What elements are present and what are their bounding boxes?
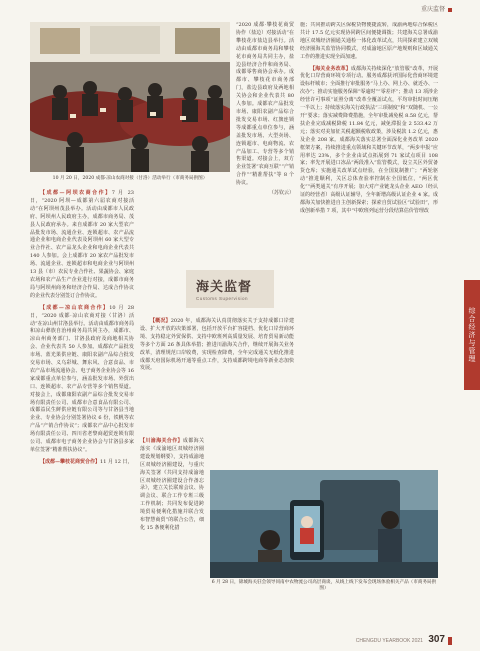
paragraph — [300, 66, 438, 216]
entry-text: 2020 年，成都海关认真贯彻落实关于支持成都口岸建设、扩大开放的决策部署，包括开放平台扩容提档、优化口岸营商环境、支持稳定外贸保供、支持中欧班列高质量发展、培育贸易新动能等多个方面 26 条具体举措；推进川渝海关合作，继续开展海关业务改革，清理规范口岸收费，实现检查降费，全年完成通关无纸化推进成都天府国际机场开通等重点工作，支持成都跨境电商等新业态加快发展。 — [140, 318, 294, 372]
photo-caption-1: 10 月 20 日，2020 成都·凉山农商对接（甘洛）活动举行（市商务局供图） — [52, 176, 208, 181]
photo-meeting — [30, 22, 230, 172]
column-right — [300, 22, 438, 462]
banner-title: 海关监督 — [196, 280, 253, 295]
paragraph — [30, 459, 134, 467]
paragraph — [30, 305, 134, 455]
column-left — [30, 190, 134, 467]
paragraph — [300, 22, 438, 62]
page-number: 307 — [428, 634, 445, 645]
entry-text: 成都海关落实《成渝地区双城经济圈建设规划纲要》，支持成渝地区双城经济圈建设，与重庆海关签署《共同支持成渝地区双城经济圈建设合作备忘录》，建立关长联席会议、协调会议、联合工作专班三级工作机制；共同发布促进跨境贸易便利化措施并联合发布智慧商贸”的联合公告，细化 15 条便利化措 — [140, 438, 204, 531]
paragraph — [140, 438, 204, 533]
column-mid-top — [236, 22, 294, 188]
photo-livestream — [210, 470, 438, 578]
entry-tag: 【成都—凉山农商合作】 — [40, 304, 110, 311]
footer-marker — [448, 637, 452, 645]
entry-text: 施；共同推动跨关区保税货物便捷流转，成渝两地综合保税区共计 17.5 亿元实现协同跨区间便捷调拨；共建海关总署成渝地区双城经济圈通关通检一体化改革试点，共同探索建立双城经济圈海关监管协同模式，对成渝地区原产地规则和区域通关工作的推进实现全面加速。 — [300, 22, 438, 60]
photo-caption-2: 6 月 28 日，锦城海关驻会领导同南中农物流公司高层商谈，从线上线下发布会现场体验相关产品（市商务局供图） — [211, 580, 437, 592]
banner-subtitle: Customs Supervision — [196, 296, 249, 301]
section-side-tab: 综合经济与管理 — [464, 280, 480, 390]
column-mid-continuation — [140, 190, 294, 198]
meeting-photo-image — [30, 22, 230, 172]
entry-text: 11 月 12 日， — [100, 458, 133, 465]
entry-text: 10 月 28 日，“2020 成都·凉山农商对接（甘洛）活动”在凉山州甘洛县举行。活动由成都市商务局和凉山彝族自治州商务局共同主办，成都市、凉山州商务部门、甘洛县政府及商地相关协会、企业代表共 50 人参加。成都农产品批发市场、蓝光果供应链、康阳农副产品综合批发交易市场、义乌彩城、舞东风、合意食品、市农产品市场流通协会、电子商务企业协会等 16 家成都重点单位参与，涵盖批发市场、外贸出口、连锁超市、农产品专营等多个销售渠道。对接会上，成都康阳农副产品综合批发交易市场有限责任公司、成都市合意食品有限公司、成都益民生鲜供应链有限公司等与甘洛县当地企业、专业协会分别签署协议 6 份，铁帆等农产品“产销合作协议”；成都农产品中心批发市场有限责任公司、四川省老黎商超贸连锁有限公司、成都市电子商务企业协会与甘洛县多家单位签署“精准帮扶协议”。 — [30, 304, 134, 453]
paragraph — [30, 190, 134, 301]
paragraph — [140, 318, 294, 373]
entry-tag: 【川渝海关合作】 — [140, 438, 183, 444]
entry-text: “2020 成都·攀枝花商贸协作（盐边）对接活动”在攀枝花市盐边县举行。活动由成都市商务局和攀枝花市商务局共同主办，盐边县经济合作和商务局、成都零售商协会承办。成都市、攀枝花市商务部门，盐边县政府及两地相关协会和企业代表共 80 人参加。成都农产品批发市场、康阳农副产品综合批发交易市场、红旗连锁等成都重点单位参与，涵盖批发市场、大型卖场、连锁超市、电商物流、农产品加工、专营等多个销售渠道。对接会上，双方企业签署“农商互联”“产销合作”“精准帮扶”等 8 个协议。 — [236, 22, 294, 187]
entry-text: 7 月 23 日，“2020 阿坝—成都第六届农商对接活动”在阿坝州茂县举办。活动由成都市人民政府、阿坝州人民政府主办，成都市商务局、茂县人民政府承办。来自成都市 20 家大型农产品批发市场、流通企业、连锁超市、农产品流通企业和电商企业代表及阿坝州 60 家大型专业合作社、农产品龙头企业和电商企业代表共 140 人参加。会上成都市 20 家农产品批发市场、流通企业、连锁超市和电商企业与阿坝州 13 县（市）农民专业合作社、果蔬协会、家庭农场和农产品生产企业进行对接，成都市商务局与阿坝州商务和经济合作局、达成合作协议的企业代表分别签订合作协议。 — [30, 190, 134, 299]
entry-tag: 【成都—攀枝花商贸合作】 — [40, 458, 101, 465]
page-footer — [356, 634, 452, 645]
paragraph — [236, 22, 294, 188]
column-mid-bottom-2 — [140, 438, 204, 533]
footer-book: CHENGDU YEARBOOK — [355, 638, 411, 644]
header-marker — [448, 8, 452, 12]
footer-year: 2021 — [411, 638, 423, 644]
running-header-label: 重庆监督 — [420, 6, 445, 13]
livestream-photo-image — [210, 470, 438, 578]
column-mid-bottom — [140, 318, 294, 373]
entry-tag: 【概况】 — [150, 318, 171, 324]
entry-tag: 【海关业务改革】 — [310, 65, 351, 72]
signature: （苏钦云） — [268, 190, 294, 196]
entry-text: 成都海关持续深化“放管服”改革，开展优化口岸营商环境专项行动。服务成都获评国际化营商环境建设标杆城市；全面推行审批服务“马上办、网上办、就近办、一次办”；推动实施服务保障“零逾时”“零差评”；推动 13 项涉企经营许可事项“证照分离”改革全覆盖试点，平均审批时间压缩一半以上；持续落实海关行政执法“三项制度”和“双随机、一公开”要求；落实减费降费措施，全年审批减免税 8.58 亿元，帮扶企业完成减税降税 11.84 亿元，减免滞报金 2 533.42 万元；落实对美加征关税超额税收政策，涉及税款 1.2 亿元，惠及企业 208 家。成都海关落实总署全面深化业务改革 2020 框架方案，持续推进重点领域和关键环节改革，“两步申报”应用率达 23%，多个企业由试点拓展到 71 家试点项目 108 家；率先开展进口冻品“两段准入”监管模式，设立关区外贸备货仓库；实施通关改革试点经验，在全国复制推广；“两轮驱动”推进顺利，关区总体查验率控制在全国低位，“两区优化”“两类通关”有序开展；加大对产业链龙头企业 AEO（经认证的经营者）高级认证辅导，全年新增高级认证企业 4 家。成都海关加快推进自主创新探索；探索自贸试验区“试验田”，形成创新举措 7 项，其中“中欧班列运营分段结算估价管理改 — [300, 65, 438, 214]
section-banner — [186, 270, 274, 308]
running-header — [421, 4, 452, 13]
entry-tag: 【成都—阿坝农商合作】 — [40, 190, 112, 196]
